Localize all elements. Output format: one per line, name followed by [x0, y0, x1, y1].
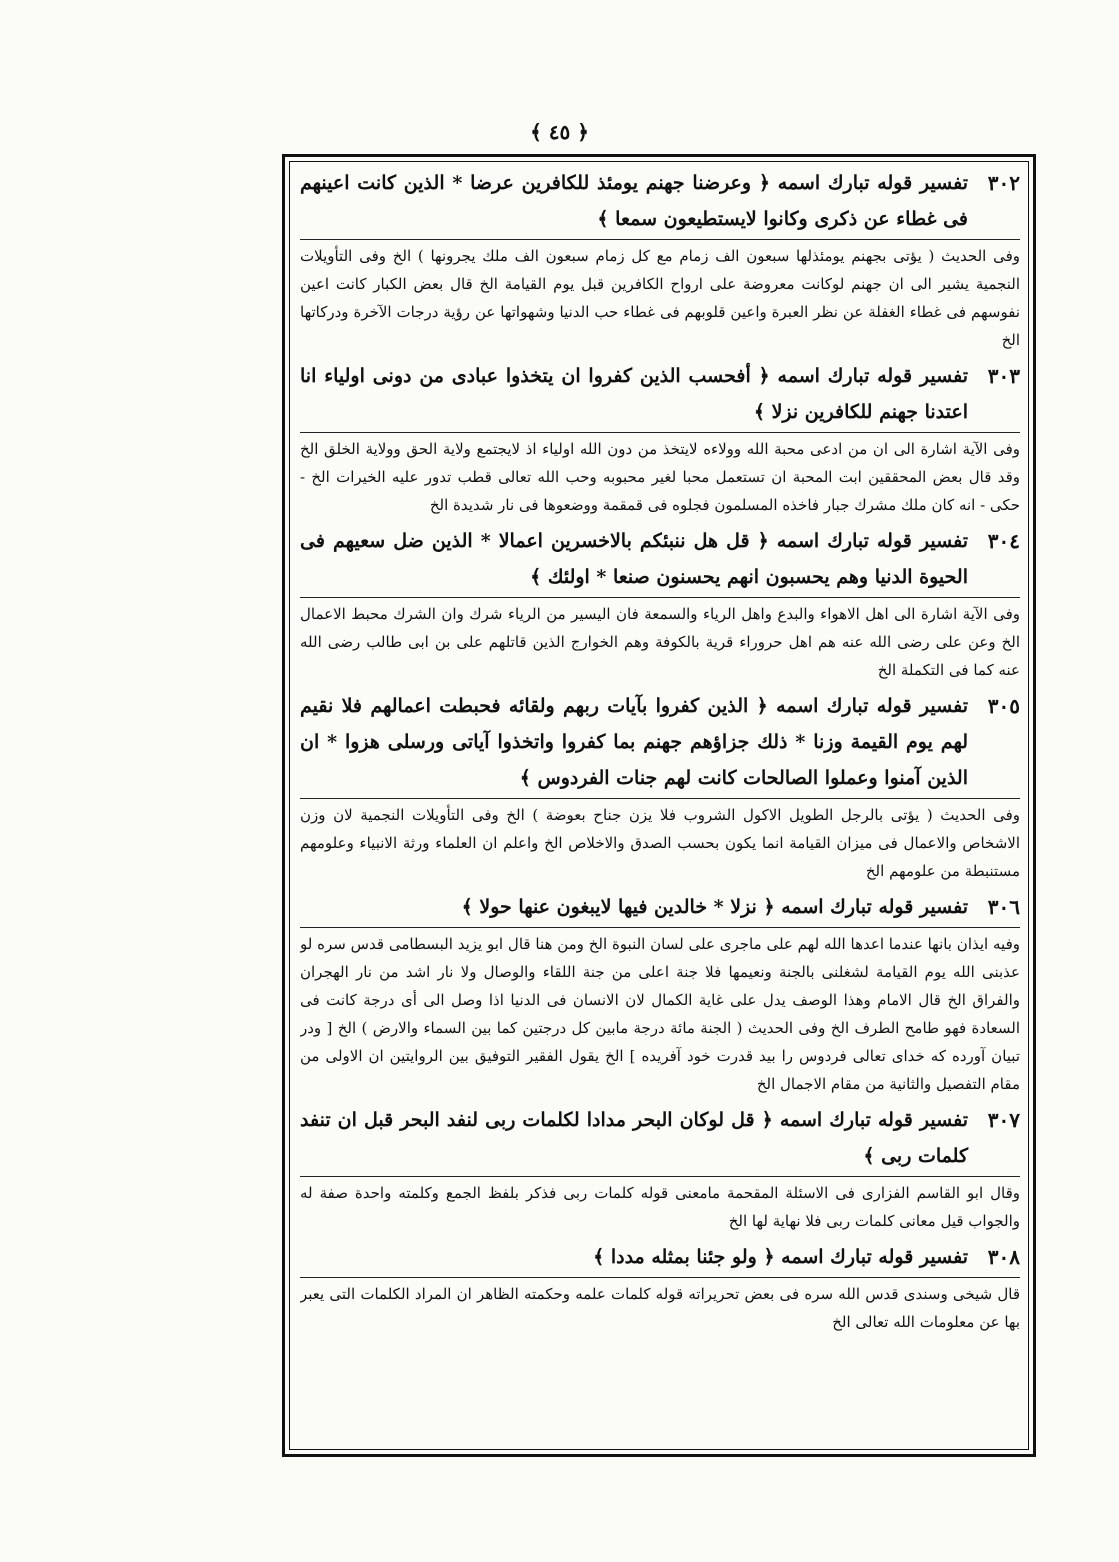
entry-304	[300, 523, 1020, 684]
separator-line	[300, 1176, 1020, 1177]
entry-head	[300, 889, 1020, 925]
entry-commentary: وفى الآية اشارة الى ان من ادعى محبة الله وولاءه لايتخذ من دون الله اولياء اذ لايجتمع ولاية الحق وولاية الخلق الخ وقد قال بعض المحققين ابت المحبة ان تستعمل محبا لغير محبوبه وحب الله تعالى قطب تدور عليه الخيرات الخ - حكى - انه كان ملك مشرك جبار فاخذه المسلمون فجلوه فى قمقمة ووضعوها فى نار شديدة الخ	[300, 440, 1020, 514]
page-content	[300, 163, 1020, 1443]
entry-verse: تفسير قوله تبارك اسمه ﴿ نزلا * خالدين فيها لايبغون عنها حولا ﴾	[461, 896, 968, 918]
entry-verse: تفسير قوله تبارك اسمه ﴿ ولو جئنا بمثله مددا ﴾	[593, 1246, 968, 1268]
entry-head	[300, 165, 1020, 237]
entry-303	[300, 358, 1020, 519]
entry-305	[300, 688, 1020, 885]
entry-number: ٣٠٥	[987, 694, 1020, 718]
entry-head	[300, 358, 1020, 430]
entry-head	[300, 688, 1020, 796]
entry-commentary: وفى الآية اشارة الى اهل الاهواء والبدع واهل الرياء والسمعة فان اليسير من الرياء شرك وان الشرك محبط الاعمال الخ وعن على رضى الله عنه هم اهل حروراء قرية بالكوفة وهم الخوارج الذين قاتلهم على بن ابى طالب رضى الله عنه كما فى التكملة الخ	[300, 605, 1020, 679]
entry-308	[300, 1239, 1020, 1336]
entry-commentary: وقال ابو القاسم الفزارى فى الاسئلة المقحمة مامعنى قوله كلمات ربى فذكر بلفظ الجمع وكلمته واحدة صفة له والجواب قيل معانى كلمات ربى فلا نهاية لها الخ	[300, 1184, 1020, 1230]
entry-number: ٣٠٣	[987, 364, 1020, 388]
separator-line	[300, 927, 1020, 928]
page-number: ﴾ ٤٥ ﴿	[530, 120, 589, 144]
separator-line	[300, 239, 1020, 240]
entry-verse: تفسير قوله تبارك اسمه ﴿ قل هل ننبئكم بالاخسرين اعمالا * الذين ضل سعيهم فى الحيوة الدنيا وهم يحسبون انهم يحسنون صنعا * اولئك ﴾	[300, 530, 968, 588]
entry-commentary: وفى الحديث ( يؤتى بالرجل الطويل الاكول الشروب فلا يزن جناح بعوضة ) الخ وفى التأويلات النجمية لان وزن الاشخاص والاعمال فى ميزان القيامة انما يكون بحسب الصدق والاخلاص الخ واعلم ان العلماء ورثة الانبياء وعلومهم مستنبطة من علومهم الخ	[300, 806, 1020, 880]
entry-head	[300, 1102, 1020, 1174]
entry-verse: تفسير قوله تبارك اسمه ﴿ قل لوكان البحر مدادا لكلمات ربى لنفد البحر قبل ان تنفد كلمات ربى ﴾	[300, 1109, 968, 1167]
entry-number: ٣٠٦	[987, 895, 1020, 919]
entry-verse: تفسير قوله تبارك اسمه ﴿ أفحسب الذين كفروا ان يتخذوا عبادى من دونى اولياء انا اعتدنا جهنم للكافرين نزلا ﴾	[300, 365, 968, 423]
separator-line	[300, 597, 1020, 598]
separator-line	[300, 798, 1020, 799]
entry-306	[300, 889, 1020, 1098]
entry-head	[300, 523, 1020, 595]
entry-number: ٣٠٤	[987, 529, 1020, 553]
entry-verse: تفسير قوله تبارك اسمه ﴿ وعرضنا جهنم يومئذ للكافرين عرضا * الذين كانت اعينهم فى غطاء عن ذكرى وكانوا لايستطيعون سمعا ﴾	[300, 172, 968, 230]
entry-head	[300, 1239, 1020, 1275]
entry-number: ٣٠٧	[987, 1108, 1020, 1132]
entry-commentary: قال شيخى وسندى قدس الله سره فى بعض تحريراته قوله كلمات علمه وحكمته الظاهر ان المراد الكلمات التى يعبر بها عن معلومات الله تعالى الخ	[300, 1285, 1020, 1331]
separator-line	[300, 432, 1020, 433]
entry-302	[300, 165, 1020, 354]
entry-307	[300, 1102, 1020, 1235]
entry-number: ٣٠٢	[987, 171, 1020, 195]
entry-number: ٣٠٨	[987, 1245, 1020, 1269]
entry-commentary: وفى الحديث ( يؤتى بجهنم يومئذلها سبعون الف زمام مع كل زمام سبعون الف ملك يجرونها ) الخ وفى التأويلات النجمية يشير الى ان جهنم لوكانت معروضة على ارواح الكافرين قبل يوم القيامة الخ قال بعض الكبار كانت اعين نفوسهم فى غطاء الغفلة عن نظر العبرة واعين قلوبهم فى غطاء حب الدنيا وشهواتها عن رؤية درجات الآخرة ودركاتها الخ	[300, 247, 1020, 349]
entry-commentary: وفيه ايذان بانها عندما اعدها الله لهم على ماجرى على لسان النبوة الخ ومن هنا قال ابو يزيد البسطامى قدس سره لو عذبنى الله يوم القيامة لشغلنى بالجنة ونعيمها فلا جنة اعلى من جنة اللقاء والوصال ولا نار اشد من نار الهجران والفراق الخ قال الامام وهذا الوصف يدل على غاية الكمال لان الانسان فى الدنيا اذا وصل الى أى درجة كانت فى السعادة فهو طامح الطرف الخ وفى الحديث ( الجنة مائة درجة مابين كل درجتين كما بين السماء والارض ) الخ [ ودر تبيان آورده كه خداى تعالى فردوس را بيد قدرت خود آفريده ] الخ يقول الفقير التوفيق بين الروايتين ان الاولى من مقام التفصيل والثانية من مقام الاجمال الخ	[300, 935, 1020, 1093]
separator-line	[300, 1277, 1020, 1278]
entry-verse: تفسير قوله تبارك اسمه ﴿ الذين كفروا بآيات ربهم ولقائه فحبطت اعمالهم فلا نقيم لهم يوم القيمة وزنا * ذلك جزاؤهم جهنم بما كفروا واتخذوا آياتى ورسلى هزوا * ان الذين آمنوا وعملوا الصالحات كانت لهم جنات الفردوس ﴾	[300, 695, 968, 789]
